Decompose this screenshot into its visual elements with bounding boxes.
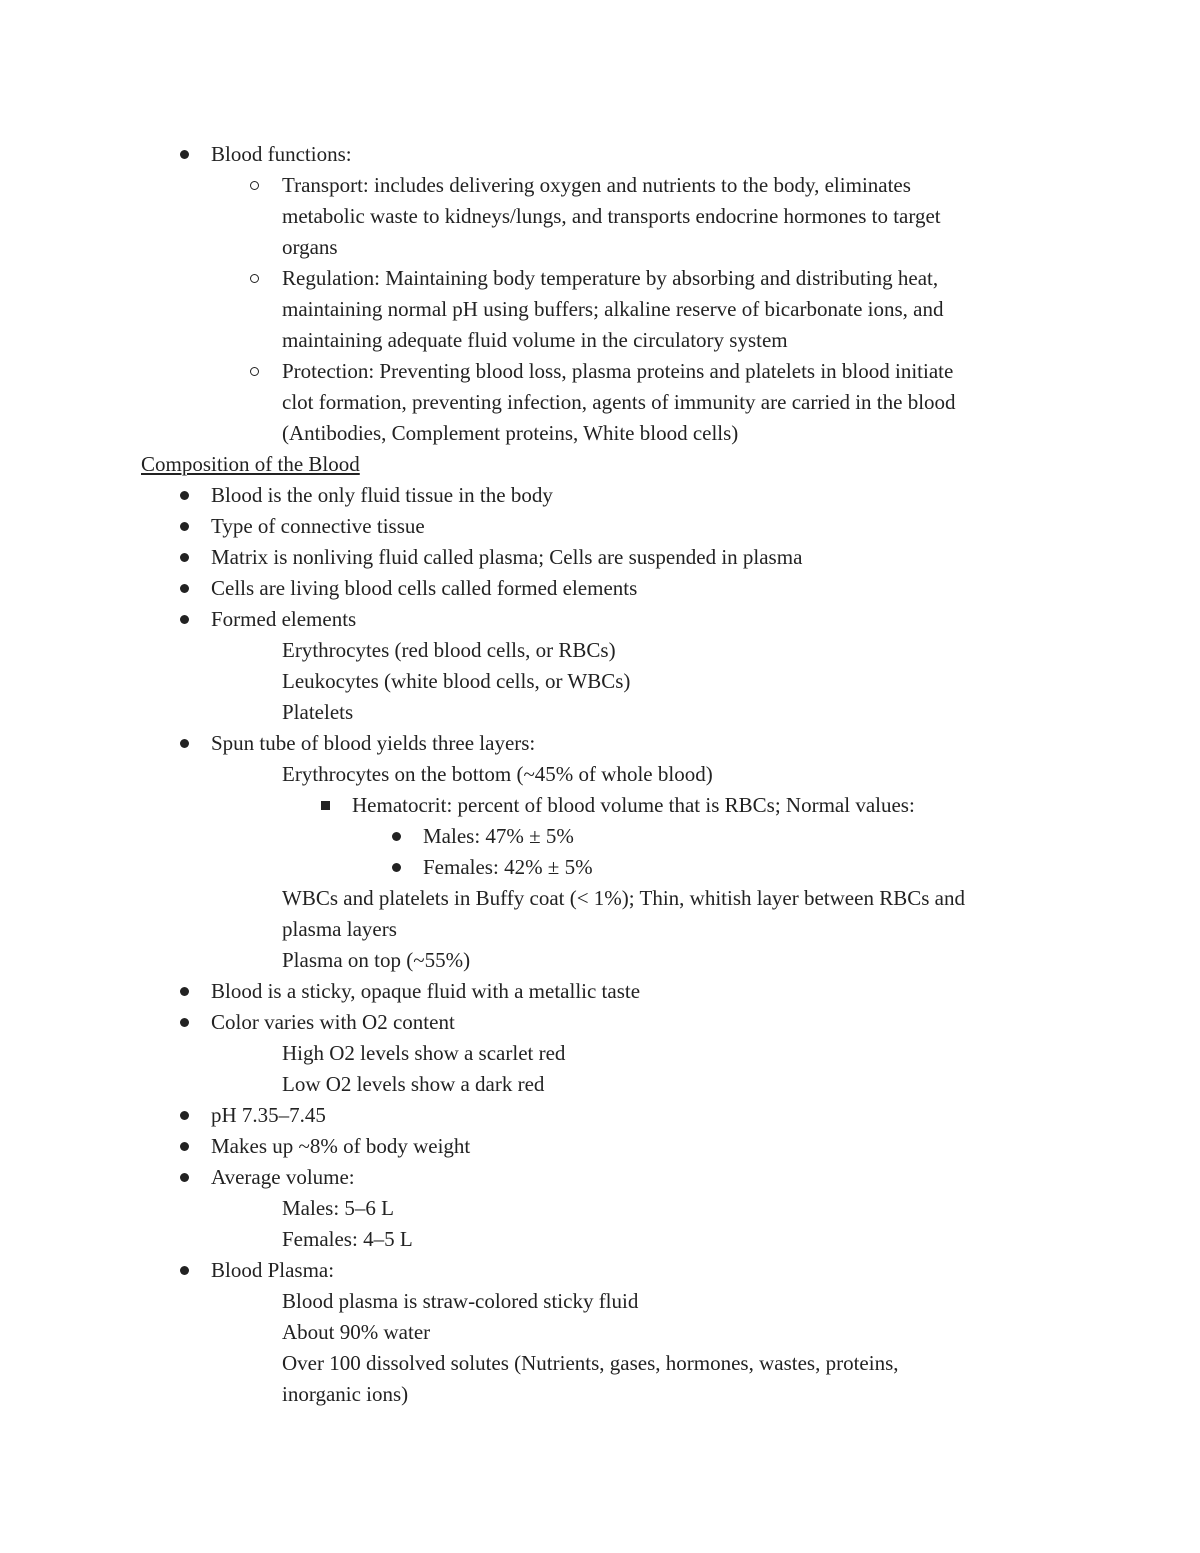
square-bullet-icon — [321, 801, 330, 810]
list-line — [0, 511, 1200, 542]
list-line — [0, 976, 1200, 1007]
line-text: Blood functions: — [211, 142, 352, 166]
disc-bullet-icon — [180, 1266, 189, 1275]
list-line — [0, 480, 1200, 511]
list-line — [0, 1379, 1200, 1410]
line-text: Formed elements — [211, 607, 357, 631]
list-line — [0, 387, 1200, 418]
line-text: Leukocytes (white blood cells, or WBCs) — [282, 669, 631, 693]
list-line — [0, 697, 1200, 728]
line-text: Transport: includes delivering oxygen and nutrients to the body, eliminates — [282, 173, 911, 197]
list-line — [0, 790, 1200, 821]
list-line — [0, 1131, 1200, 1162]
list-line — [0, 635, 1200, 666]
disc-bullet-icon — [180, 1018, 189, 1027]
line-text: Makes up ~8% of body weight — [211, 1134, 471, 1158]
line-text: Hematocrit: percent of blood volume that is RBCs; Normal values: — [352, 793, 915, 817]
line-text: metabolic waste to kidneys/lungs, and transports endocrine hormones to target — [282, 204, 941, 228]
list-line — [0, 604, 1200, 635]
list-line — [0, 1162, 1200, 1193]
disc-bullet-icon — [392, 832, 401, 841]
line-text: Males: 47% ± 5% — [423, 824, 574, 848]
line-text: Average volume: — [211, 1165, 355, 1189]
line-text: Spun tube of blood yields three layers: — [211, 731, 536, 755]
list-line — [0, 1255, 1200, 1286]
line-text: Plasma on top (~55%) — [282, 948, 471, 972]
line-text: Regulation: Maintaining body temperature by absorbing and distributing heat, — [282, 266, 939, 290]
line-text: clot formation, preventing infection, agents of immunity are carried in the blood — [282, 390, 956, 414]
disc-bullet-icon — [180, 1111, 189, 1120]
list-line — [0, 728, 1200, 759]
list-line — [0, 232, 1200, 263]
line-text: Cells are living blood cells called formed elements — [211, 576, 638, 600]
list-line — [0, 1317, 1200, 1348]
line-text: Type of connective tissue — [211, 514, 425, 538]
line-text: Platelets — [282, 700, 354, 724]
line-text: Females: 4–5 L — [282, 1227, 413, 1251]
disc-bullet-icon — [180, 1173, 189, 1182]
list-line — [0, 1100, 1200, 1131]
list-line — [0, 139, 1200, 170]
line-text: About 90% water — [282, 1320, 431, 1344]
list-line — [0, 1224, 1200, 1255]
line-text: pH 7.35–7.45 — [211, 1103, 326, 1127]
line-text: WBCs and platelets in Buffy coat (< 1%); Thin, whitish layer between RBCs and — [282, 886, 965, 910]
disc-bullet-icon — [180, 491, 189, 500]
list-line — [0, 1069, 1200, 1100]
list-line — [0, 325, 1200, 356]
line-text: Blood Plasma: — [211, 1258, 335, 1282]
list-line — [0, 1348, 1200, 1379]
disc-bullet-icon — [180, 150, 189, 159]
line-text: Females: 42% ± 5% — [423, 855, 593, 879]
list-line — [0, 1038, 1200, 1069]
list-line — [0, 170, 1200, 201]
line-text: Blood plasma is straw-colored sticky fluid — [282, 1289, 639, 1313]
line-text: High O2 levels show a scarlet red — [282, 1041, 566, 1065]
list-line — [0, 883, 1200, 914]
disc-bullet-icon — [180, 1142, 189, 1151]
circle-bullet-icon — [250, 274, 259, 283]
list-line — [0, 759, 1200, 790]
list-line — [0, 1286, 1200, 1317]
line-text: plasma layers — [282, 917, 397, 941]
list-line — [0, 1007, 1200, 1038]
list-line — [0, 666, 1200, 697]
disc-bullet-icon — [180, 584, 189, 593]
line-text: inorganic ions) — [282, 1382, 409, 1406]
line-text: Composition of the Blood — [141, 452, 360, 476]
line-text: Erythrocytes on the bottom (~45% of whole blood) — [282, 762, 713, 786]
list-line — [0, 356, 1200, 387]
list-line — [0, 914, 1200, 945]
line-text: Matrix is nonliving fluid called plasma; Cells are suspended in plasma — [211, 545, 803, 569]
line-text: organs — [282, 235, 338, 259]
disc-bullet-icon — [180, 553, 189, 562]
line-text: Blood is a sticky, opaque fluid with a metallic taste — [211, 979, 641, 1003]
line-text: maintaining adequate fluid volume in the circulatory system — [282, 328, 788, 352]
line-text: maintaining normal pH using buffers; alkaline reserve of bicarbonate ions, and — [282, 297, 944, 321]
list-line — [0, 542, 1200, 573]
document-page — [0, 139, 1200, 1410]
line-text: Erythrocytes (red blood cells, or RBCs) — [282, 638, 616, 662]
list-line — [0, 573, 1200, 604]
line-text: Over 100 dissolved solutes (Nutrients, gases, hormones, wastes, proteins, — [282, 1351, 899, 1375]
list-line — [0, 294, 1200, 325]
list-line — [0, 263, 1200, 294]
line-text: Blood is the only fluid tissue in the body — [211, 483, 553, 507]
circle-bullet-icon — [250, 181, 259, 190]
disc-bullet-icon — [180, 739, 189, 748]
disc-bullet-icon — [180, 522, 189, 531]
list-line — [0, 852, 1200, 883]
line-text: Protection: Preventing blood loss, plasma proteins and platelets in blood initiate — [282, 359, 954, 383]
disc-bullet-icon — [180, 987, 189, 996]
disc-bullet-icon — [180, 615, 189, 624]
line-text: Low O2 levels show a dark red — [282, 1072, 545, 1096]
line-text: Color varies with O2 content — [211, 1010, 455, 1034]
list-line — [0, 1193, 1200, 1224]
section-heading — [0, 449, 1200, 480]
circle-bullet-icon — [250, 367, 259, 376]
line-text: Males: 5–6 L — [282, 1196, 394, 1220]
list-line — [0, 945, 1200, 976]
line-text: (Antibodies, Complement proteins, White blood cells) — [282, 421, 739, 445]
list-line — [0, 201, 1200, 232]
list-line — [0, 418, 1200, 449]
list-line — [0, 821, 1200, 852]
disc-bullet-icon — [392, 863, 401, 872]
